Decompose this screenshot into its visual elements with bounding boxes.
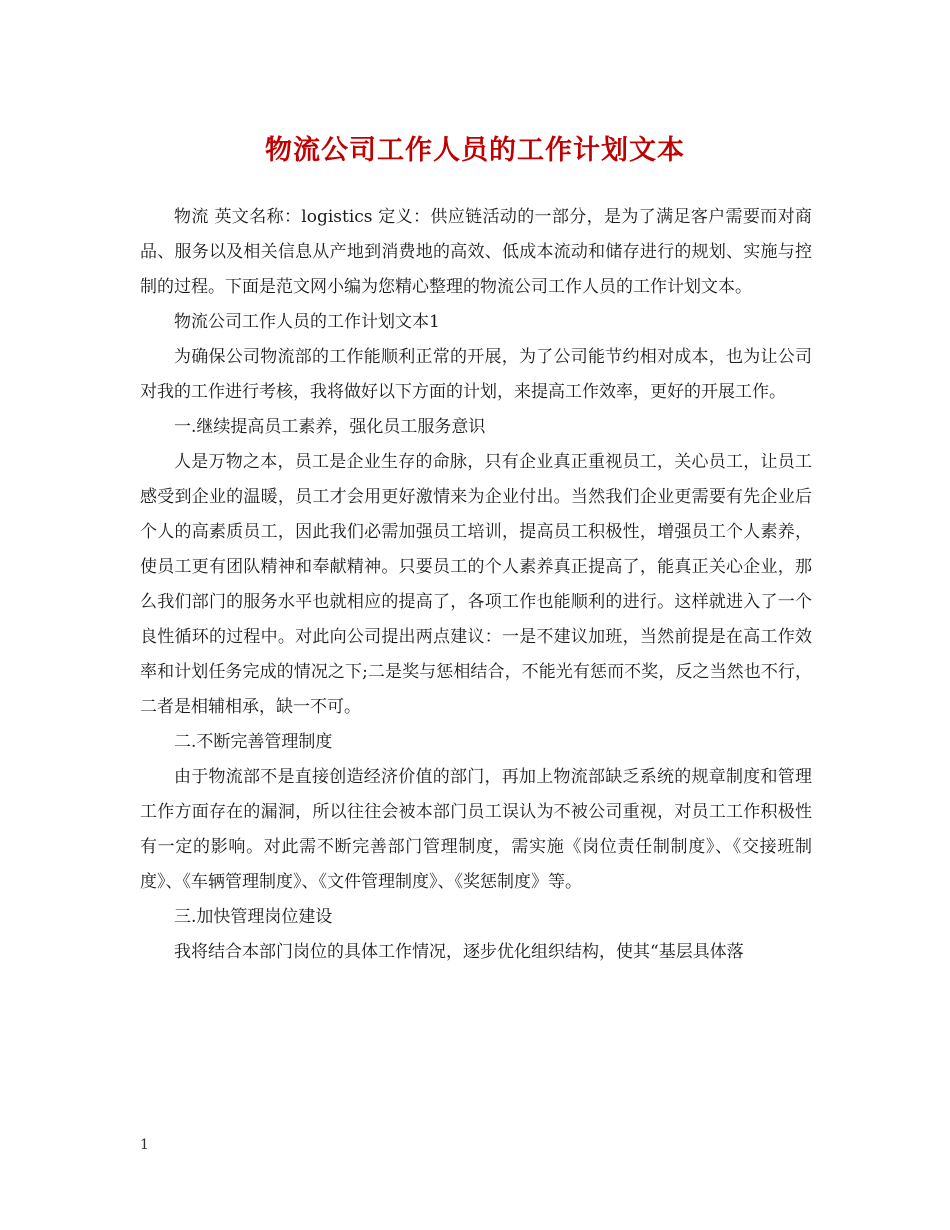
paragraph: 由于物流部不是直接创造经济价值的部门，再加上物流部缺乏系统的规章制度和管理工作方面存在的漏洞，所以往往会被本部门员工误认为不被公司重视，对员工工作积极性有一定的影响。对此需不断完善部门管理制度，需实施《岗位责任制制度》、《交接班制度》、《车辆管理制度》、《文件管理制度》、《奖惩制度》等。: [140, 767, 812, 892]
paragraph: 为确保公司物流部的工作能顺利正常的开展，为了公司能节约相对成本，也为让公司对我的工作进行考核，我将做好以下方面的计划，来提高工作效率，更好的开展工作。: [140, 347, 812, 402]
paragraph: 人是万物之本，员工是企业生存的命脉，只有企业真正重视员工，关心员工，让员工感受到企业的温暖，员工才会用更好激情来为企业付出。当然我们企业更需要有先企业后个人的高素质员工，因此我们必需加强员工培训，提高员工积极性，增强员工个人素养，使员工更有团队精神和奉献精神。只要员工的个人素养真正提高了，能真正关心企业，那么我们部门的服务水平也就相应的提高了，各项工作也能顺利的进行。这样就进入了一个良性循环的过程中。对此向公司提出两点建议：一是不建议加班，当然前提是在高工作效率和计划任务完成的情况之下;二是奖与惩相结合，不能光有惩而不奖，反之当然也不行，二者是相辅相承，缺一不可。: [140, 452, 812, 717]
page-number: 1: [140, 1137, 149, 1153]
document-body: [140, 200, 812, 970]
paragraph-heading-3: 三.加快管理岗位建设: [174, 907, 333, 927]
paragraph-section-heading: 物流公司工作人员的工作计划文本1: [174, 312, 440, 332]
paragraph-intro: 物流 英文名称：logistics 定义：供应链活动的一部分，是为了满足客户需要而对商品、服务以及相关信息从产地到消费地的高效、低成本流动和储存进行的规划、实施与控制的过程。下面是范文网小编为您精心整理的物流公司工作人员的工作计划文本。: [140, 207, 812, 297]
paragraph: 我将结合本部门岗位的具体工作情况，逐步优化组织结构，使其“基层具体落: [174, 942, 744, 962]
document-title: 物流公司工作人员的工作计划文本: [265, 135, 685, 166]
paragraph-heading-1: 一.继续提高员工素养，强化员工服务意识: [174, 417, 486, 437]
paragraph-heading-2: 二.不断完善管理制度: [174, 732, 333, 752]
